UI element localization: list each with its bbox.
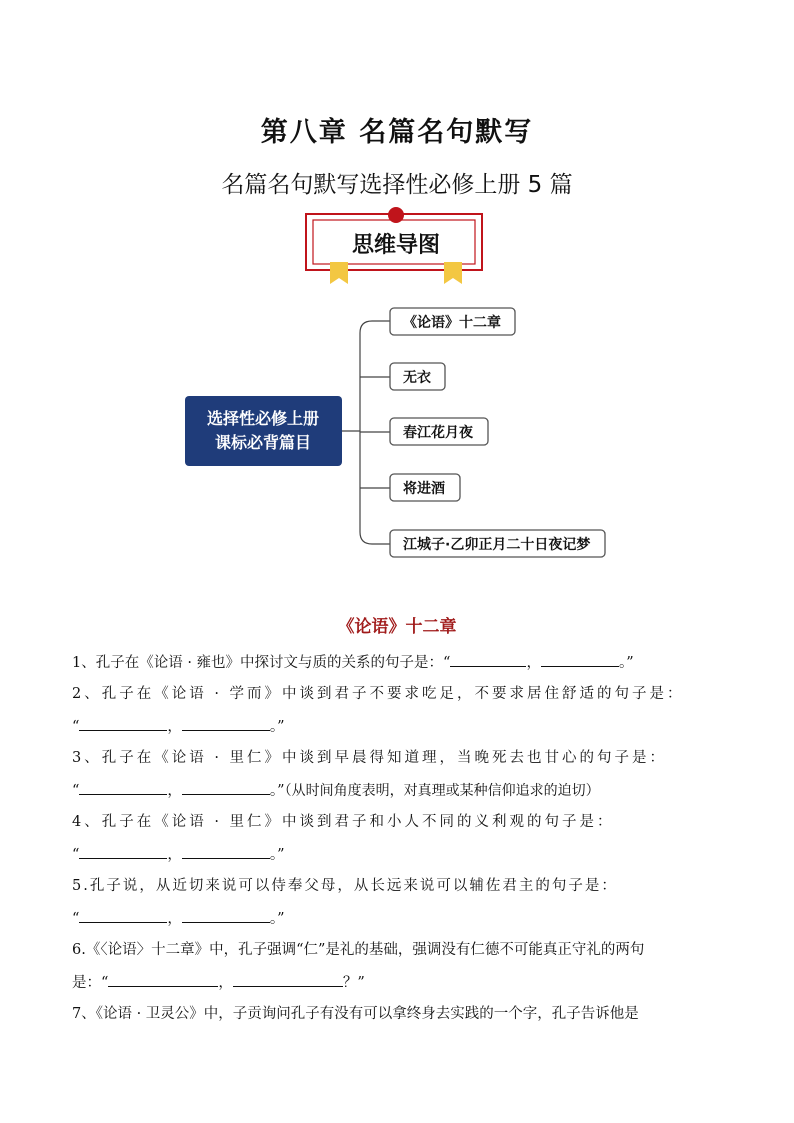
- question-text: 2、孔子在《论语 · 学而》中谈到君子不要求吃足，不要求居住舒适的句子是：: [72, 686, 685, 702]
- branch-label: 无衣: [403, 370, 431, 386]
- answer-blank[interactable]: [108, 972, 218, 987]
- answer-blank[interactable]: [450, 652, 526, 667]
- question-6: [72, 940, 724, 960]
- branch-node: [390, 474, 460, 501]
- ribbon-right-icon: [444, 262, 462, 284]
- chapter-title: 第八章 名篇名句默写: [260, 117, 534, 148]
- branch-node: [390, 530, 605, 557]
- question-5: [72, 876, 724, 896]
- answer-blank[interactable]: [182, 716, 270, 731]
- branch-node: [390, 418, 488, 445]
- root-line-2: 课标必背篇目: [214, 433, 312, 452]
- question-6-answer-line: 是：“ ， ？”: [72, 972, 724, 993]
- mindmap-root: [185, 396, 342, 466]
- question-3-answer-line: “ ， 。”（从时间角度表明，对真理或某种信仰追求的迫切）: [72, 780, 724, 801]
- root-box: [185, 396, 342, 466]
- answer-blank[interactable]: [79, 780, 167, 795]
- answer-blank[interactable]: [182, 780, 270, 795]
- question-7: [72, 1004, 724, 1024]
- answer-blank[interactable]: [541, 652, 619, 667]
- question-1: 1、孔子在《论语 · 雍也》中探讨文与质的关系的句子是：“ ， 。”: [72, 652, 724, 673]
- question-3: [72, 748, 724, 768]
- branch-label: 春江花月夜: [403, 425, 473, 441]
- question-4-answer-line: “ ， 。”: [72, 844, 724, 865]
- question-2-answer-line: “ ， 。”: [72, 716, 724, 737]
- badge-label: 思维导图: [351, 233, 441, 258]
- answer-blank[interactable]: [79, 908, 167, 923]
- answer-blank[interactable]: [79, 844, 167, 859]
- mindmap-badge: [306, 207, 482, 284]
- mindmap: [0, 200, 794, 570]
- branch-node: [390, 363, 445, 390]
- ribbon-left-icon: [330, 262, 348, 284]
- badge-pin-icon: [388, 207, 404, 223]
- question-text: 4、孔子在《论语 · 里仁》中谈到君子和小人不同的义利观的句子是：: [72, 814, 615, 830]
- branch-label: 江城子·乙卯正月二十日夜记梦: [403, 537, 591, 553]
- answer-blank[interactable]: [182, 844, 270, 859]
- question-text: 1、孔子在《论语 · 雍也》中探讨文与质的关系的句子是：“: [72, 655, 451, 671]
- mindmap-connectors: [342, 321, 390, 544]
- question-2: [72, 684, 724, 704]
- branch-label: 《论语》十二章: [403, 315, 501, 331]
- question-note: （从时间角度表明，对真理或某种信仰追求的迫切）: [284, 783, 600, 799]
- question-text: 6.《〈论语〉十二章》中，孔子强调“仁”是礼的基础，强调没有仁德不可能真正守礼的两句: [72, 942, 645, 958]
- question-text: 3、孔子在《论语 · 里仁》中谈到早晨得知道理，当晚死去也甘心的句子是：: [72, 750, 668, 766]
- question-4: [72, 812, 724, 832]
- answer-blank[interactable]: [233, 972, 343, 987]
- question-text: 7、《论语 · 卫灵公》中，子贡询问孔子有没有可以拿终身去实践的一个字，孔子告诉他是: [72, 1006, 639, 1022]
- page-subtitle: 名篇名句默写选择性必修上册 5 篇: [221, 172, 573, 198]
- answer-blank[interactable]: [182, 908, 270, 923]
- branch-node: [390, 308, 515, 335]
- branch-label: 将进酒: [403, 481, 445, 497]
- section-heading: 《论语》十二章: [337, 617, 457, 637]
- root-line-1: 选择性必修上册: [206, 409, 320, 428]
- question-5-answer-line: “ ， 。”: [72, 908, 724, 929]
- question-text: 5.孔子说，从近切来说可以侍奉父母，从长远来说可以辅佐君主的句子是：: [72, 878, 618, 894]
- answer-blank[interactable]: [79, 716, 167, 731]
